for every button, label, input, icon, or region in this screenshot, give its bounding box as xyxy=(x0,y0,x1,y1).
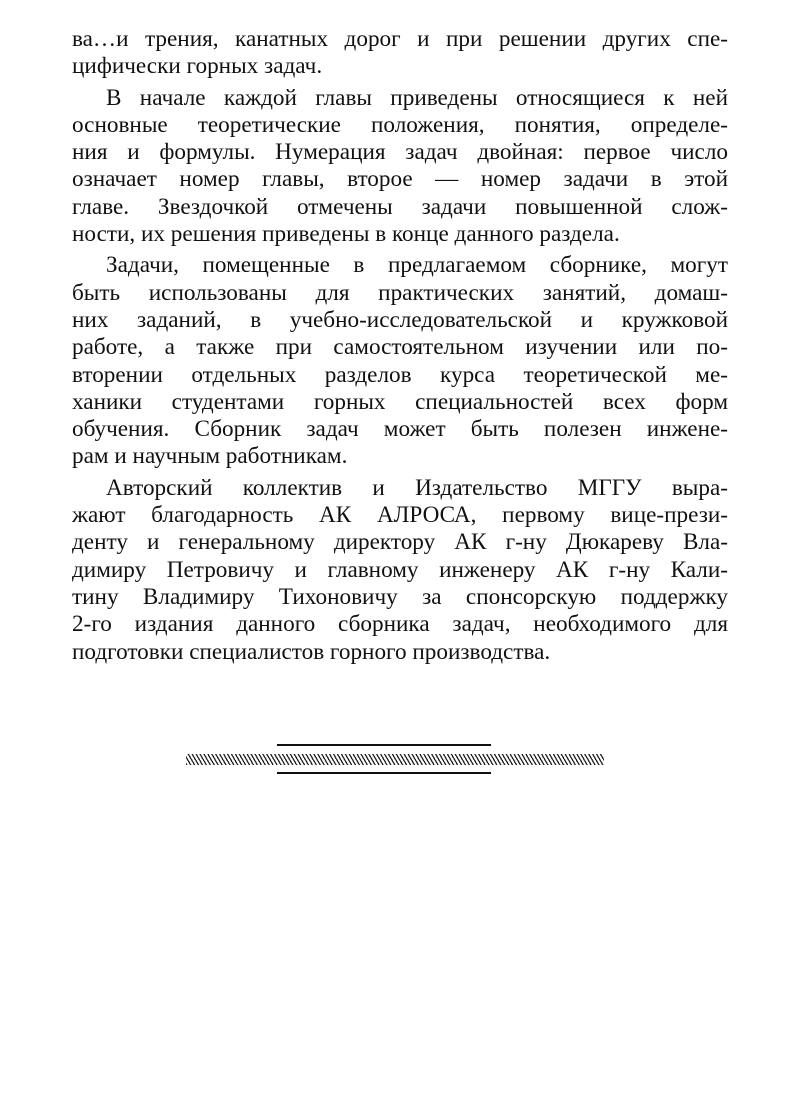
ornament-rule-bottom xyxy=(277,772,491,774)
text-line: работе, а также при самостоятельном изучении или по- xyxy=(72,334,728,361)
text-line: них заданий, в учебно-исследовательской и кружковой xyxy=(72,306,728,333)
paragraph-acknowledgement xyxy=(72,475,728,666)
paragraph-continuation xyxy=(72,26,728,81)
paragraph-chapter-structure xyxy=(72,85,728,249)
text-line: рам и научным работникам. xyxy=(72,443,348,470)
text-line: димиру Петровичу и главному инженеру АК г-ну Кали- xyxy=(72,556,728,583)
text-line: тину Владимиру Тихоновичу за спонсорскую поддержку xyxy=(72,583,728,610)
text-line: В начале каждой главы приведены относящиеся к ней xyxy=(106,84,728,111)
paragraph-usage xyxy=(72,252,728,470)
document-body xyxy=(72,26,728,666)
text-line: денту и генеральному директору АК г-ну Дюкареву Вла- xyxy=(72,529,728,556)
text-line: Задачи, помещенные в предлагаемом сборнике, могут xyxy=(106,252,728,279)
text-line: ханики студентами горных специальностей всех форм xyxy=(72,388,728,415)
text-line: основные теоретические положения, понятия, определе- xyxy=(72,111,728,138)
ornament-hatched-band xyxy=(186,754,604,765)
text-line: Авторский коллектив и Издательство МГГУ выра- xyxy=(106,474,728,501)
text-line: цифически горных задач. xyxy=(72,53,323,80)
text-line: 2-го издания данного сборника задач, необходимого для xyxy=(72,611,728,638)
text-line: подготовки специалистов горного производства. xyxy=(72,638,551,665)
text-line: жают благодарность АК АЛРОСА, первому вице-прези- xyxy=(72,502,728,529)
text-line: быть использованы для практических занятий, домаш- xyxy=(72,279,728,306)
text-line: вторении отдельных разделов курса теоретической ме- xyxy=(72,361,728,388)
ornament-rule-top xyxy=(277,744,491,746)
text-line: обучения. Сборник задач может быть полезен инжене- xyxy=(72,416,728,443)
text-line: ния и формулы. Нумерация задач двойная: первое число xyxy=(72,139,728,166)
text-line: означает номер главы, второе — номер задачи в этой xyxy=(72,166,728,193)
text-line: ности, их решения приведены в конце данного раздела. xyxy=(72,221,620,248)
text-line: главе. Звездочкой отмечены задачи повышенной слож- xyxy=(72,193,728,220)
text-line: ва…и трения, канатных дорог и при решении других спе- xyxy=(72,26,728,52)
